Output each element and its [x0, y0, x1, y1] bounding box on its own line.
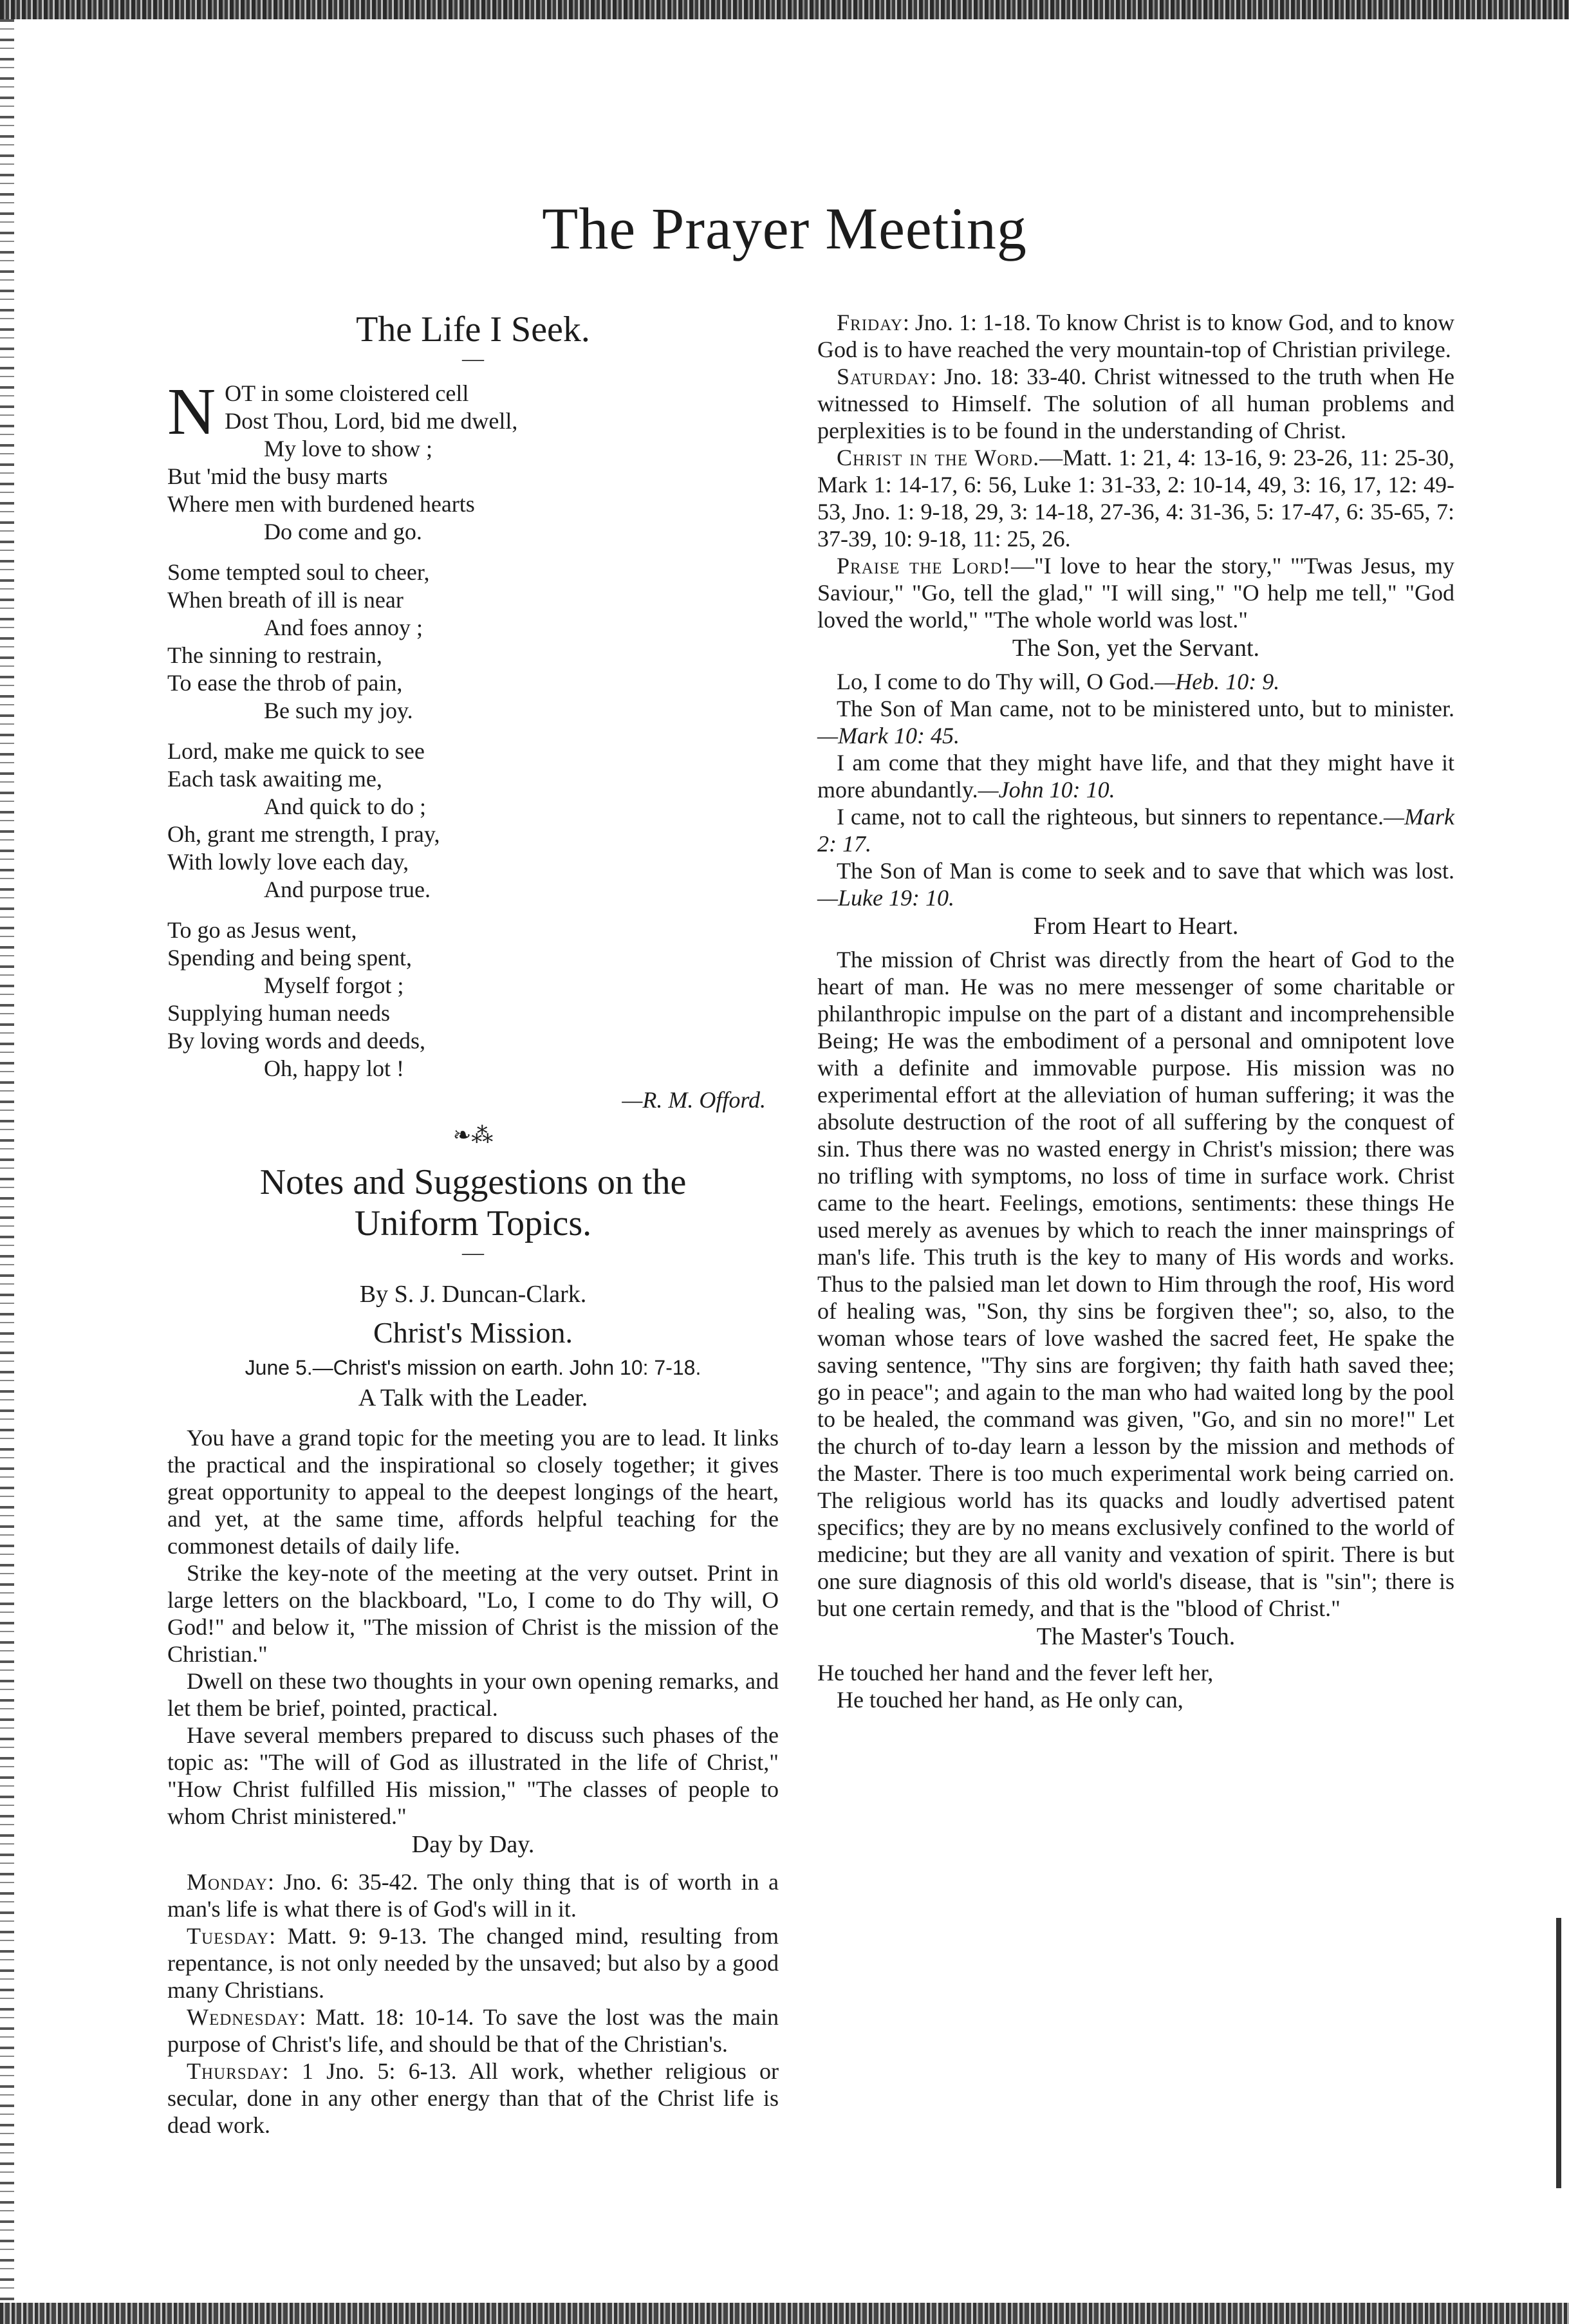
day-entry: [817, 309, 1454, 363]
scan-edge-bottom: [0, 2303, 1569, 2324]
day-entry: [167, 1868, 779, 1922]
verse-text: The Son of Man came, not to be ministered unto, but to minister.: [837, 696, 1454, 721]
day-text: : 1 Jno. 5: 6-13. All work, whether religious or secular, done in any other energy than that of the Christ life is dead work.: [167, 2058, 779, 2138]
poem-line: Each task awaiting me,: [167, 766, 382, 792]
day-label: Saturday: [837, 364, 931, 389]
poem-line: Some tempted soul to cheer,: [167, 559, 430, 585]
day-entry: [167, 2058, 779, 2139]
poem-stanza: [167, 375, 779, 546]
talk-paragraph: Dwell on these two thoughts in your own opening remarks, and let them be brief, pointed, practical.: [167, 1668, 779, 1721]
poem-line: Spending and being spent,: [167, 945, 412, 971]
praise-label: Praise the Lord!: [837, 553, 1011, 579]
verse-ref: —Mark 10: 45.: [817, 723, 960, 748]
poem-line: And purpose true.: [264, 877, 431, 902]
verse-text: I came, not to call the righteous, but sinners to repentance.: [837, 804, 1384, 830]
right-column: [817, 309, 1454, 1713]
poem-line: OT in some cloistered cell: [225, 380, 469, 406]
verse-ref: —John 10: 10.: [978, 777, 1115, 803]
day-entry: [167, 2003, 779, 2058]
day-text: : Jno. 6: 35-42. The only thing that is of worth in a man's life is what there is of God's will in it.: [167, 1869, 779, 1922]
poem-stanza: [167, 916, 779, 1083]
day-entry: [817, 363, 1454, 444]
masters-touch-verse: [817, 1659, 1454, 1713]
son-servant-heading: The Son, yet the Servant.: [1012, 635, 1260, 662]
scripture-verse: [817, 803, 1454, 857]
poem-stanza: [167, 738, 779, 904]
day-text: : Matt. 18: 10-14. To save the lost was the main purpose of Christ's life, and should be that of the Christian's.: [167, 2004, 779, 2057]
poem-line: But 'mid the busy marts: [167, 463, 388, 489]
christ-in-word: [817, 444, 1454, 552]
verse-line: He touched her hand and the fever left her,: [817, 1660, 1214, 1686]
poem-line: Be such my joy.: [264, 698, 413, 723]
poem-line: Dost Thou, Lord, bid me dwell,: [225, 408, 518, 434]
poem-line: Oh, grant me strength, I pray,: [167, 821, 440, 847]
poem-line: Oh, happy lot !: [264, 1055, 404, 1081]
scan-edge-right: [1556, 1918, 1561, 2188]
day-entry: [167, 1922, 779, 2003]
poem-line: With lowly love each day,: [167, 849, 409, 875]
left-column: [167, 309, 779, 2139]
verse-ref: —Mark 2: 17.: [817, 804, 1454, 857]
notes-title-line1: Notes and Suggestions on the: [259, 1162, 687, 1202]
poem-line: Lord, make me quick to see: [167, 738, 425, 764]
poem-stanza: [167, 559, 779, 725]
scan-edge-left: [0, 19, 14, 2303]
talk-paragraph: Have several members prepared to discuss such phases of the topic as: "The will of God as illustrated in the life of Christ," "How Christ fulfilled His mission," "The classes of people to whom Christ ministered.": [167, 1722, 779, 1829]
poem-attribution: —R. M. Offord.: [622, 1087, 766, 1113]
poem-line: And quick to do ;: [264, 794, 426, 819]
poem-line: The sinning to restrain,: [167, 642, 382, 668]
verse-ref: —Luke 19: 10.: [817, 885, 954, 911]
day-label: Wednesday: [187, 2004, 300, 2030]
verse-text: The Son of Man is come to seek and to save that which was lost.: [837, 858, 1454, 884]
day-by-day-heading: Day by Day.: [411, 1831, 535, 1858]
poem-line: By loving words and deeds,: [167, 1028, 425, 1054]
poem-line: Where men with burdened hearts: [167, 491, 475, 517]
poem-line: And foes annoy ;: [264, 615, 423, 640]
poem-line: Do come and go.: [264, 519, 422, 544]
christ-in-word-text: —Matt. 1: 21, 4: 13-16, 9: 23-26, 11: 25-30, Mark 1: 14-17, 6: 56, Luke 1: 31-33, 2: 10-14, 49, 3: 16, 17, 12: 49-53, Jno. 1: 9-18, 29, 3: 14-18, 27-36, 4: 31-36, 5: 17-47, 6: 35-65, 7: 37-39, 10: 9-18, 11: 25, 26.: [817, 445, 1455, 552]
poem-title-dash: —: [462, 347, 484, 371]
byline: By S. J. Duncan-Clark.: [359, 1281, 587, 1308]
poem-line: To go as Jesus went,: [167, 917, 357, 943]
page-title: The Prayer Meeting: [542, 196, 1027, 261]
heart-to-heart-heading: From Heart to Heart.: [1033, 913, 1239, 940]
ornament-icon: ❧⁂: [452, 1124, 494, 1148]
masters-touch-heading: The Master's Touch.: [1036, 1623, 1236, 1650]
day-label: Thursday: [187, 2058, 283, 2084]
scripture-verse: [817, 695, 1454, 749]
day-label: Friday: [837, 310, 903, 335]
notes-title-dash: —: [462, 1241, 484, 1265]
verse-text: I am come that they might have life, and that they might have it more abundantly.: [817, 750, 1454, 803]
poem-line: Myself forgot ;: [264, 972, 404, 998]
topic-title: Christ's Mission.: [373, 1316, 573, 1349]
heart-to-heart-body: The mission of Christ was directly from the heart of God to the heart of man. He was no mere messenger of some charitable or philanthropic impulse on the part of a distant and incomprehensible Being; He was the embodiment of a personal and omnipotent love with a definite and immovable purpose. His mission was no experimental effort at the alleviation of human suffering; it was the absolute destruction of the root of all suffering by the conquest of sin. Thus there was no wasted energy in Christ's mission; there was no trifling with symptoms, no loss of time in surface work. Christ came to the heart. Feelings, emotions, sentiments: these things He used merely as avenues by which to reach the inner mainsprings of man's life. This truth is the key to many of His words and works. Thus to the palsied man let down to Him through the roof, His word of healing was, "Son, thy sins be forgiven thee"; so, also, to the woman whose tears of love washed the sacred feet, He spake the saving sentence, "Thy sins are forgiven; thy faith hath saved thee; go in peace"; and again to the man who had waited long by the pool to be healed, the command was given, "Go, and sin no more!" Let the church of to-day learn a lesson by the mission and methods of the Master. There is too much experimental work being carried on. The religious world has its quacks and loudly advertised patent specifics; they are by no means exclusively confined to the world of medicine; but they are all vanity and vexation of spirit. There is but one sure diagnosis of this old world's disease, that is "sin"; there is but one certain remedy, and that is the "blood of Christ.": [817, 947, 1454, 1621]
day-label: Tuesday: [187, 1923, 270, 1949]
poem-title: The Life I Seek.: [356, 310, 590, 349]
poem-line: Supplying human needs: [167, 1000, 390, 1026]
drop-cap: N: [167, 375, 216, 449]
talk-paragraph: You have a grand topic for the meeting you are to lead. It links the practical and the inspirational so closely together; it gives great opportunity to appeal to the deepest longings of the heart, and yet, at the same time, affords helpful teaching for the commonest details of daily life.: [167, 1425, 779, 1559]
poem-line: When breath of ill is near: [167, 587, 404, 613]
topic-date-line: June 5.—Christ's mission on earth. John 10: 7-18.: [245, 1356, 701, 1379]
day-text: : Matt. 9: 9-13. The changed mind, resulting from repentance, is not only needed by the unsaved; but also by a good many Christians.: [167, 1923, 779, 2003]
verse-line: He touched her hand, as He only can,: [837, 1687, 1184, 1713]
praise-text: —"I love to hear the story," "'Twas Jesus, my Saviour," "Go, tell the glad," "I will sing," "O help me tell," "God loved the world," "The whole world was lost.": [817, 553, 1454, 633]
talk-heading: A Talk with the Leader.: [358, 1384, 588, 1411]
verse-text: Lo, I come to do Thy will, O God.: [837, 669, 1155, 694]
day-label: Monday: [187, 1869, 268, 1895]
praise-the-lord: [817, 552, 1454, 633]
poem-line: To ease the throb of pain,: [167, 670, 403, 696]
poem: [167, 375, 779, 1114]
verse-ref: —Heb. 10: 9.: [1155, 669, 1280, 694]
poem-line: My love to show ;: [264, 436, 433, 461]
scripture-verse: [817, 749, 1454, 803]
day-text: : Jno. 1: 1-18. To know Christ is to know God, and to know God is to have reached the very mountain-top of Christian privilege.: [817, 310, 1454, 362]
notes-title-line2: Uniform Topics.: [354, 1204, 592, 1243]
talk-paragraph: Strike the key-note of the meeting at the very outset. Print in large letters on the blackboard, "Lo, I come to do Thy will, O God!" and below it, "The mission of Christ is the mission of the Christian.": [167, 1560, 779, 1667]
scripture-verse: [817, 668, 1454, 695]
scripture-verse: [817, 857, 1454, 911]
day-text: : Jno. 18: 33-40. Christ witnessed to the truth when He witnessed to Himself. The solution of all human problems and perplexities is to be found in the understanding of Christ.: [817, 364, 1454, 443]
scan-edge-top: [0, 0, 1569, 19]
christ-in-word-label: Christ in the Word.: [837, 445, 1040, 470]
